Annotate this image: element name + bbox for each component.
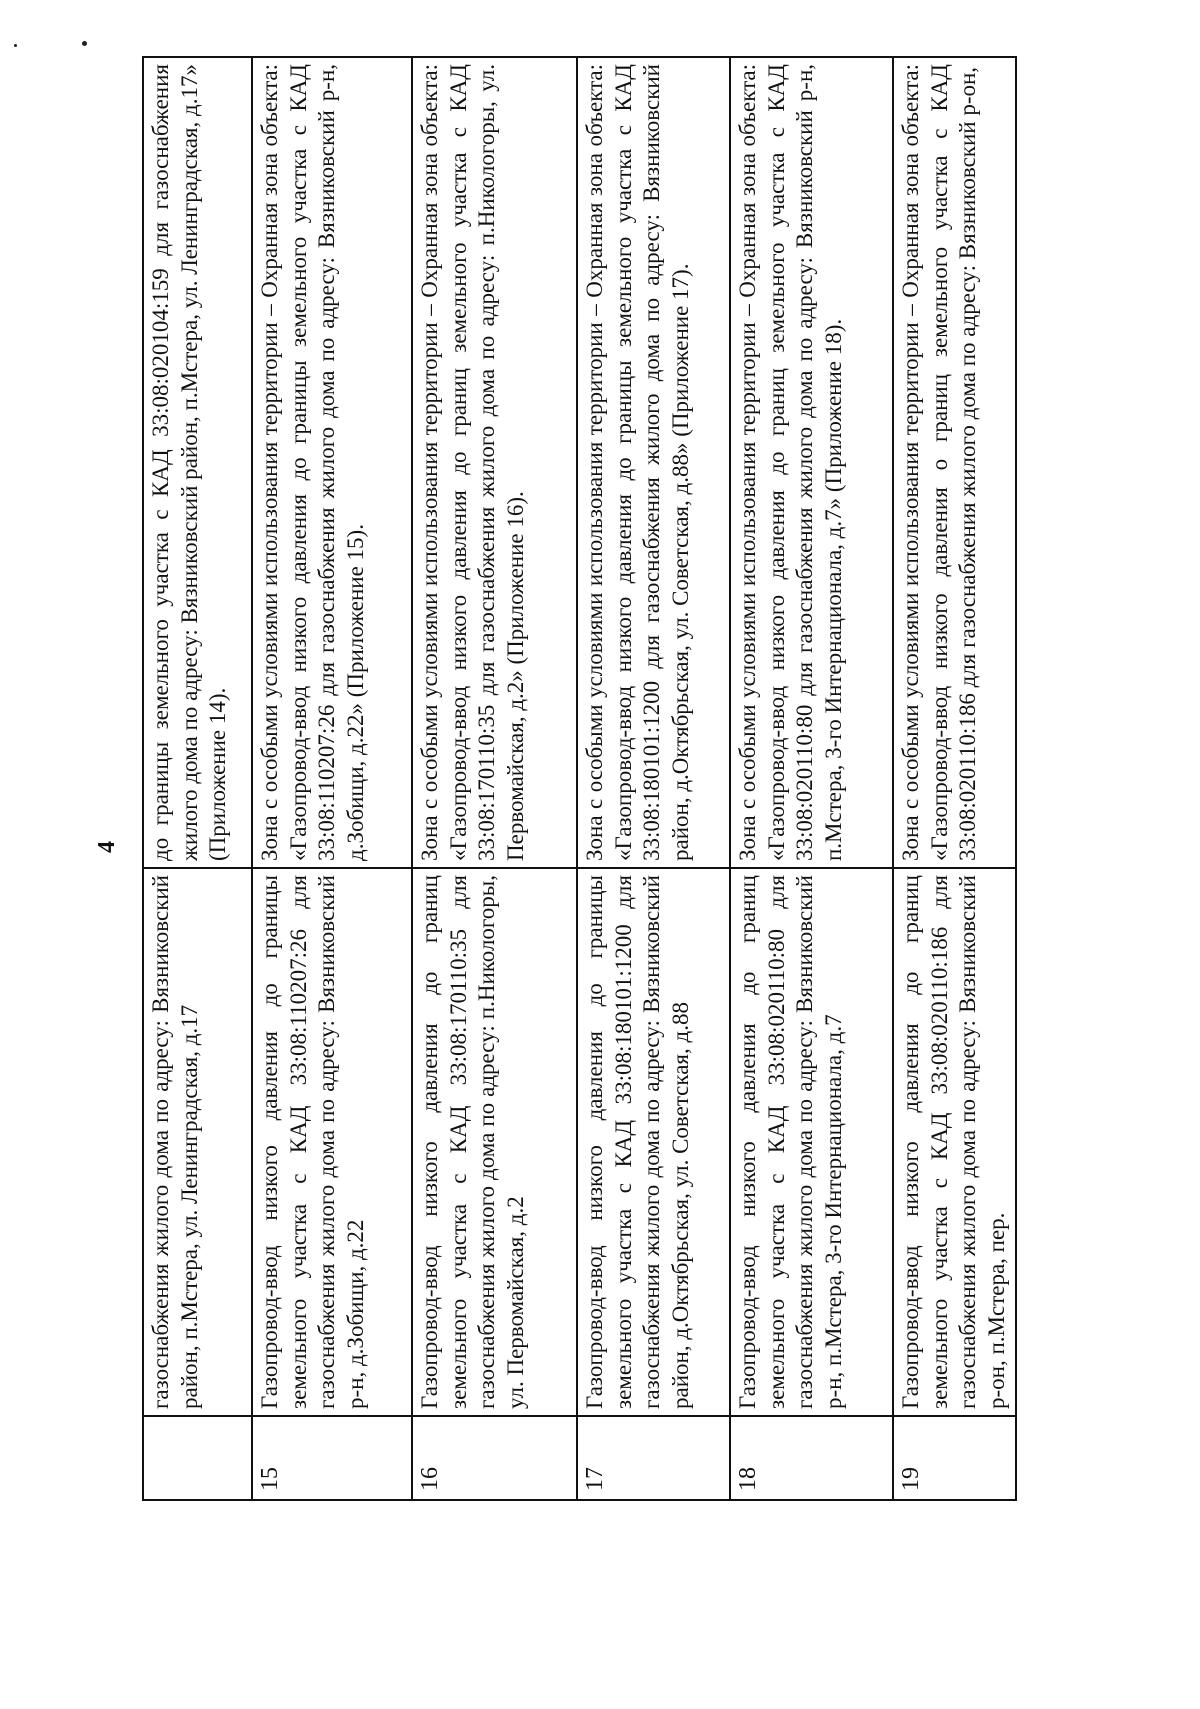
table-row xyxy=(577,57,730,1500)
zone-description: Зона с особыми условиями использования территории – Охранная зона объекта: «Газопровод-ввод низкого давления до границ земельного участка с КАД 33:08:020110:80 для газоснабжения жилого дома по адресу: Вязниковский р-н, п.Мстера, 3-го Интернационала, д.7» (Приложение 18). xyxy=(730,57,893,868)
scan-speck xyxy=(82,41,87,46)
row-number: 15 xyxy=(252,1416,412,1500)
row-number xyxy=(143,1416,252,1500)
page-number: 4 xyxy=(94,841,120,853)
zone-description: Зона с особыми условиями использования территории – Охранная зона объекта: «Газопровод-ввод низкого давления до границы земельного участка с КАД 33:08:110207:26 для газоснабжения жилого дома по адресу: Вязниковский р-н, д.Зобищи, д.22» (Приложение 15). xyxy=(252,57,412,868)
table-row xyxy=(252,57,412,1500)
object-description: Газопровод-ввод низкого давления до границ земельного участка с КАД 33:08:020110:80 для газоснабжения жилого дома по адресу: Вязниковский р-н, п.Мстера, 3-го Интернационала, д.7 xyxy=(730,868,893,1416)
zone-description: Зона с особыми условиями использования территории – Охранная зона объекта: «Газопровод-ввод низкого давления о границ земельного участка с КАД 33:08:020110:186 для газоснабжения жилого дома по адресу: Вязниковский р-он, xyxy=(893,57,1016,868)
zone-description: до границы земельного участка с КАД 33:08:020104:159 для газоснабжения жилого дома по адресу: Вязниковский район, п.Мстера, ул. Ленинградская, д.17» (Приложение 14). xyxy=(143,57,252,868)
scan-speck xyxy=(14,44,17,47)
zone-description: Зона с особыми условиями использования территории – Охранная зона объекта: «Газопровод-ввод низкого давления до границ земельного участка с КАД 33:08:170110:35 для газоснабжения жилого дома по адресу: п.Никологоры, ул. Первомайская, д.2» (Приложение 16). xyxy=(412,57,577,868)
row-number: 17 xyxy=(577,1416,730,1500)
table-row xyxy=(893,57,1016,1500)
object-description: Газопровод-ввод низкого давления до границы земельного участка с КАД 33:08:180101:1200 для газоснабжения жилого дома по адресу: Вязниковский район, д.Октябрьская, ул. Советская, д.88 xyxy=(577,868,730,1416)
object-description: Газопровод-ввод низкого давления до границ земельного участка с КАД 33:08:020110:186 для газоснабжения жилого дома по адресу: Вязниковский р-он, п.Мстера, пер. xyxy=(893,868,1016,1416)
row-number: 16 xyxy=(412,1416,577,1500)
object-description: Газопровод-ввод низкого давления до границ земельного участка с КАД 33:08:170110:35 для газоснабжения жилого дома по адресу: п.Никологоры, ул. Первомайская, д.2 xyxy=(412,868,577,1416)
zone-description: Зона с особыми условиями использования территории – Охранная зона объекта: «Газопровод-ввод низкого давления до границы земельного участка с КАД 33:08:180101:1200 для газоснабжения жилого дома по адресу: Вязниковский район, д.Октябрьская, ул. Советская, д.88» (Приложение 17). xyxy=(577,57,730,868)
row-number: 18 xyxy=(730,1416,893,1500)
row-number: 19 xyxy=(893,1416,1016,1500)
table-row xyxy=(143,57,252,1500)
zones-table xyxy=(142,56,1017,1501)
rotated-table-wrapper xyxy=(142,58,1015,1501)
table-row xyxy=(412,57,577,1500)
object-description: газоснабжения жилого дома по адресу: Вязниковский район, п.Мстера, ул. Ленинградская, д.17 xyxy=(143,868,252,1416)
object-description: Газопровод-ввод низкого давления до границы земельного участка с КАД 33:08:110207:26 для газоснабжения жилого дома по адресу: Вязниковский р-н, д.Зобищи, д.22 xyxy=(252,868,412,1416)
table-row xyxy=(730,57,893,1500)
